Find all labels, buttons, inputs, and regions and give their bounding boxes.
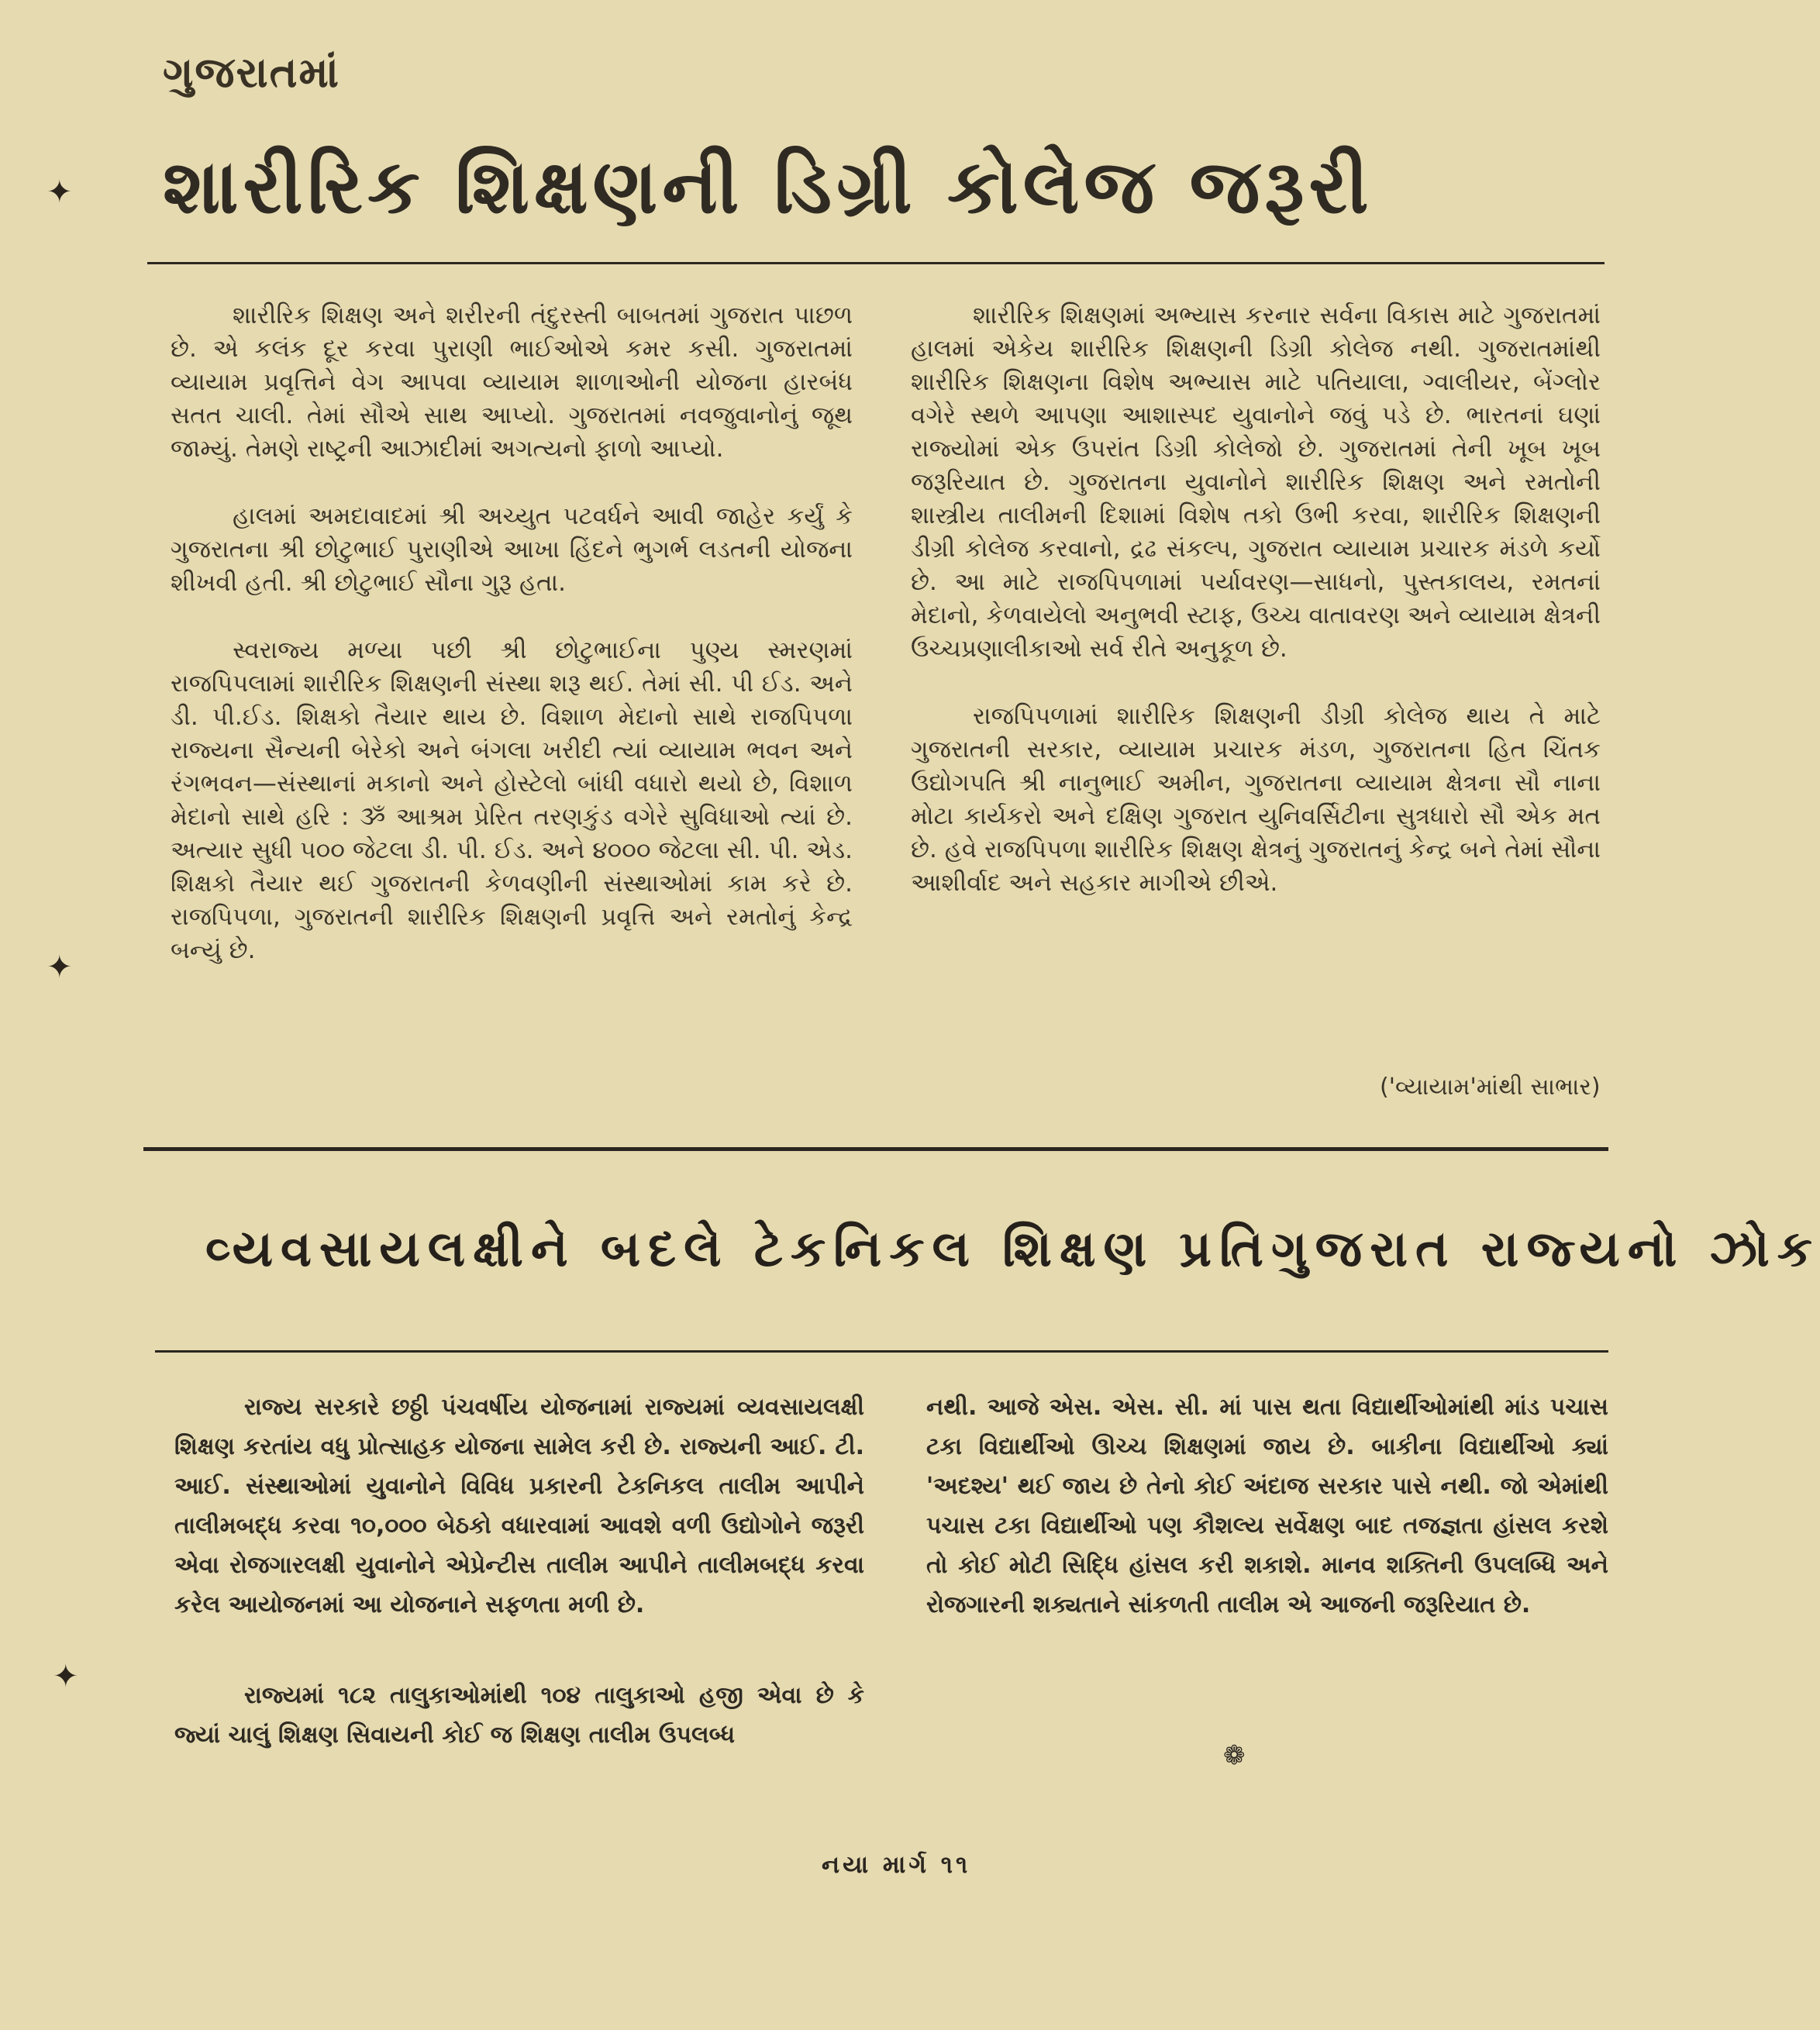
flower-ornament-icon: ❁: [1223, 1740, 1246, 1771]
article2-paragraph: રાજ્યમાં ૧૮૨ તાલુકાઓમાંથી ૧૦૪ તાલુકાઓ હજી એવા છે કે જ્યાં ચાલું શિક્ષણ સિવાયની કોઈ જ શિક્ષણ તાલીમ ઉપલબ્ધ: [174, 1682, 864, 1749]
article2-paragraph: નથી. આજે એસ. એસ. સી. માં પાસ થતા વિદ્યાર્થીઓમાંથી માંડ પચાસ ટકા વિદ્યાર્થીઓ ઊચ્ચ શિક્ષણમાં જાય છે. બાકીના વિદ્યાર્થીઓ ક્યાં 'અદશ્ય' થઈ જાય છે તેનો કોઈ અંદાજ સરકાર પાસે નથી. જો એમાંથી પચાસ ટકા વિદ્યાર્થીઓ પણ કૌશલ્ય સર્વેક્ષણ બાદ તજજ્ઞતા હાંસલ કરશે તો કોઈ મોટી સિદ્ધિ હાંસલ કરી શકાશે. માનવ શક્તિની ઉપલબ્ધિ અને રોજગારની શક્યતાને સાંકળતી તાલીમ એ આજની જરૂરિયાત છે.: [926, 1394, 1608, 1618]
article1-source-credit: ('વ્યાયામ'માંથી સાભાર): [1380, 1074, 1601, 1101]
article1-right-column: [911, 299, 1601, 900]
article2-paragraph: રાજ્ય સરકારે છઠ્ઠી પંચવર્ષીય યોજનામાં રાજ્યમાં વ્યવસાયલક્ષી શિક્ષણ કરતાંય વધુ પ્રોત્સાહક યોજના સામેલ કરી છે. રાજ્યની આઈ. ટી. આઈ. સંસ્થાઓમાં યુવાનોને વિવિધ પ્રકારની ટેકનિકલ તાલીમ આપીને તાલીમબદ્ધ કરવા ૧૦,૦૦૦ બેઠકો વધારવામાં આવશે વળી ઉદ્યોગોને જરૂરી એવા રોજગારલક્ષી યુવાનોને એપ્રેન્ટીસ તાલીમ આપીને તાલીમબદ્ધ કરવા કરેલ આયોજનમાં આ યોજનાને સફળતા મળી છે.: [174, 1394, 864, 1618]
article2-left-column: [174, 1387, 864, 1755]
headline-rule: [147, 262, 1605, 264]
binding-pin-icon: ✦: [47, 174, 73, 210]
article1-paragraph: શારીરિક શિક્ષણ અને શરીરની તંદુરસ્તી બાબતમાં ગુજરાત પાછળ છે. એ કલંક દૂર કરવા પુરાણી ભાઈઓએ કમર કસી. ગુજરાતમાં વ્યાયામ પ્રવૃત્તિને વેગ આપવા વ્યાયામ શાળાઓની યોજના હારબંધ સતત ચાલી. તેમાં સૌએ સાથ આપ્યો. ગુજરાતમાં નવજુવાનોનું જૂથ જામ્યું. તેમણે રાષ્ટ્રની આઝાદીમાં અગત્યનો ફાળો આપ્યો.: [171, 302, 853, 463]
binding-pin-icon: ✦: [53, 1659, 79, 1694]
section-kicker: ગુજરાતમાં: [163, 48, 340, 97]
article1-headline: શારીરિક શિક્ષણની ડિગ્રી કોલેજ જરૂરી: [163, 143, 1374, 230]
headline-rule: [155, 1350, 1608, 1353]
section-divider: [143, 1147, 1608, 1151]
article1-paragraph: સ્વરાજ્ય મળ્યા પછી શ્રી છોટુભાઈના પુણ્ય સ્મરણમાં રાજપિપલામાં શારીરિક શિક્ષણની સંસ્થા શરૂ થઈ. તેમાં સી. પી ઈડ. અને ડી. પી.ઈડ. શિક્ષકો તૈયાર થાય છે. વિશાળ મેદાનો સાથે રાજપિપળા રાજ્યના સૈન્યની બેરેકો અને બંગલા ખરીદી ત્યાં વ્યાયામ ભવન અને રંગભવન—સંસ્થાનાં મકાનો અને હોસ્ટેલો બાંધી વધારો થયો છે, વિશાળ મેદાનો સાથે હરિ : ૐ આશ્રમ પ્રેરિત તરણકુંડ વગેરે સુવિધાઓ ત્યાં છે. અત્યાર સુધી ૫૦૦ જેટલા ડી. પી. ઈડ. અને ૪૦૦૦ જેટલા સી. પી. એડ. શિક્ષકો તૈયાર થઈ ગુજરાતની કેળવણીની સંસ્થાઓમાં કામ કરે છે. રાજપિપળા, ગુજરાતની શારીરિક શિક્ષણની પ્રવૃત્તિ અને રમતોનું કેન્દ્ર બન્યું છે.: [171, 636, 853, 964]
article1-left-column: [171, 299, 853, 967]
article1-paragraph: હાલમાં અમદાવાદમાં શ્રી અચ્યુત પટવર્ધને આવી જાહેર કર્યું કે ગુજરાતના શ્રી છોટુભાઈ પુરાણીએ આખા હિંદને ભુગર્ભ લડતની યોજના શીખવી હતી. શ્રી છોટુભાઈ સૌના ગુરૂ હતા.: [171, 502, 853, 597]
page-footer: નયા માર્ગ ૧૧: [822, 1851, 971, 1879]
article1-paragraph: શારીરિક શિક્ષણમાં અભ્યાસ કરનાર સર્વના વિકાસ માટે ગુજરાતમાં હાલમાં એકેય શારીરિક શિક્ષણની ડિગ્રી કોલેજ નથી. ગુજરાતમાંથી શારીરિક શિક્ષણના વિશેષ અભ્યાસ માટે પતિયાલા, ગ્વાલીયર, બેંગ્લોર વગેરે સ્થળે આપણા આશાસ્પદ યુવાનોને જવું પડે છે. ભારતનાં ઘણાં રાજ્યોમાં એક ઉપરાંત ડિગ્રી કોલેજો છે. ગુજરાતમાં તેની ખૂબ ખૂબ જરૂરિયાત છે. ગુજરાતના યુવાનોને શારીરિક શિક્ષણ અને રમતોની શાસ્ત્રીય તાલીમની દિશામાં વિશેષ તકો ઉભી કરવા, શારીરિક શિક્ષણની ડીગ્રી કોલેજ કરવાનો, દ્રઢ સંકલ્પ, ગુજરાત વ્યાયામ પ્રચારક મંડળે કર્યો છે. આ માટે રાજપિપળામાં પર્યાવરણ—સાધનો, પુસ્તકાલય, રમતનાં મેદાનો, કેળવાયેલો અનુભવી સ્ટાફ, ઉચ્ચ વાતાવરણ અને વ્યાયામ ક્ષેત્રની ઉચ્ચપ્રણાલીકાઓ સર્વ રીતે અનુકૂળ છે.: [911, 302, 1601, 663]
article2-right-column: [926, 1387, 1608, 1625]
article2-headline: વ્યવસાયલક્ષીને બદલે ટેકનિકલ શિક્ષણ પ્રતિગુજરાત રાજ્યનો ઝોક: [205, 1221, 1820, 1278]
binding-pin-icon: ✦: [47, 950, 73, 985]
article1-paragraph: રાજપિપળામાં શારીરિક શિક્ષણની ડીગ્રી કોલેજ થાય તે માટે ગુજરાતની સરકાર, વ્યાયામ પ્રચારક મંડળ, ગુજરાતના હિત ચિંતક ઉદ્યોગપતિ શ્રી નાનુભાઈ અમીન, ગુજરાતના વ્યાયામ ક્ષેત્રના સૌ નાના મોટા કાર્યકરો અને દક્ષિણ ગુજરાત યુનિવર્સિટીના સુત્રધારો સૌ એક મત છે. હવે રાજપિપળા શારીરિક શિક્ષણ ક્ષેત્રનું ગુજરાતનું કેન્દ્ર બને તેમાં સૌના આશીર્વાદ અને સહકાર માગીએ છીએ.: [911, 702, 1601, 897]
